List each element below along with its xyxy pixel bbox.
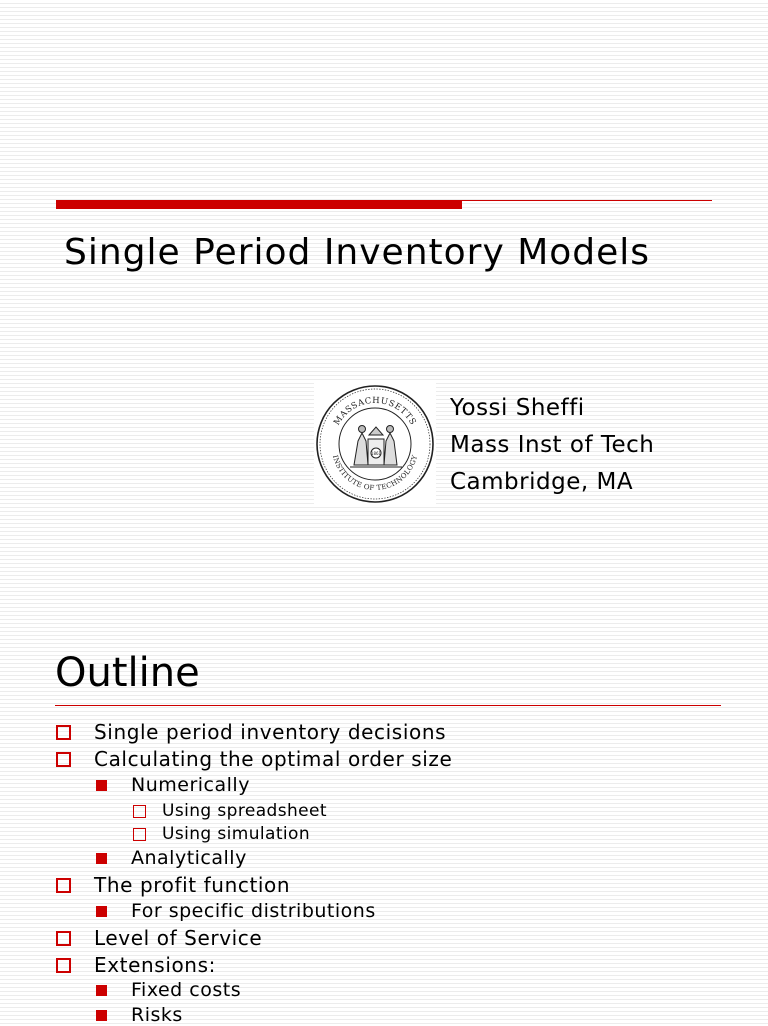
outline-accent-line [55,705,721,706]
outline-item-label: Calculating the optimal order size [94,747,453,771]
square-bullet-icon [96,985,107,996]
outline-item [96,774,250,796]
outline-item [133,801,327,821]
outline-item-label: Risks [131,1004,183,1026]
outline-item-label: Level of Service [94,926,263,950]
square-bullet-icon [96,1010,107,1021]
outline-item-label: Analytically [131,847,247,869]
outline-item [56,720,446,744]
outline-item [56,953,216,977]
outline-item [133,824,310,844]
square-bullet-icon [96,906,107,917]
title-accent-line [462,200,712,201]
outline-item-label: Using spreadsheet [162,801,327,821]
title-accent-bar [56,200,462,209]
hollow-square-bullet-icon [56,752,71,767]
mit-seal-icon [314,383,436,505]
outline-item-label: Using simulation [162,824,311,844]
seal-text-bottom: INSTITUTE OF TECHNOLOGY [330,454,420,493]
slide-title: Single Period Inventory Models [64,232,651,273]
outline-item-label: For specific distributions [131,900,376,922]
square-bullet-icon [96,780,107,791]
hollow-square-bullet-icon [133,828,146,841]
outline-item [96,900,376,922]
outline-item-label: Fixed costs [131,979,242,1001]
author-institution: Mass Inst of Tech [450,432,655,458]
hollow-square-bullet-icon [56,958,71,973]
square-bullet-icon [96,853,107,864]
outline-heading: Outline [55,650,200,696]
author-name: Yossi Sheffi [450,395,585,421]
outline-item-label: Single period inventory decisions [94,720,447,744]
outline-item [96,847,247,869]
seal-year: 1861 [370,451,382,456]
outline-item [56,926,262,950]
seal-text-top: MASSACHUSETTS [332,395,418,428]
author-block [450,390,654,501]
hollow-square-bullet-icon [56,878,71,893]
outline-item [56,873,290,897]
outline-item [96,1004,183,1026]
author-location: Cambridge, MA [450,469,634,495]
hollow-square-bullet-icon [133,805,146,818]
outline-item-label: The profit function [94,873,291,897]
outline-item-label: Extensions: [94,953,216,977]
hollow-square-bullet-icon [56,931,71,946]
outline-item [96,979,241,1001]
outline-item [56,747,452,771]
hollow-square-bullet-icon [56,725,71,740]
outline-item-label: Numerically [131,774,250,796]
